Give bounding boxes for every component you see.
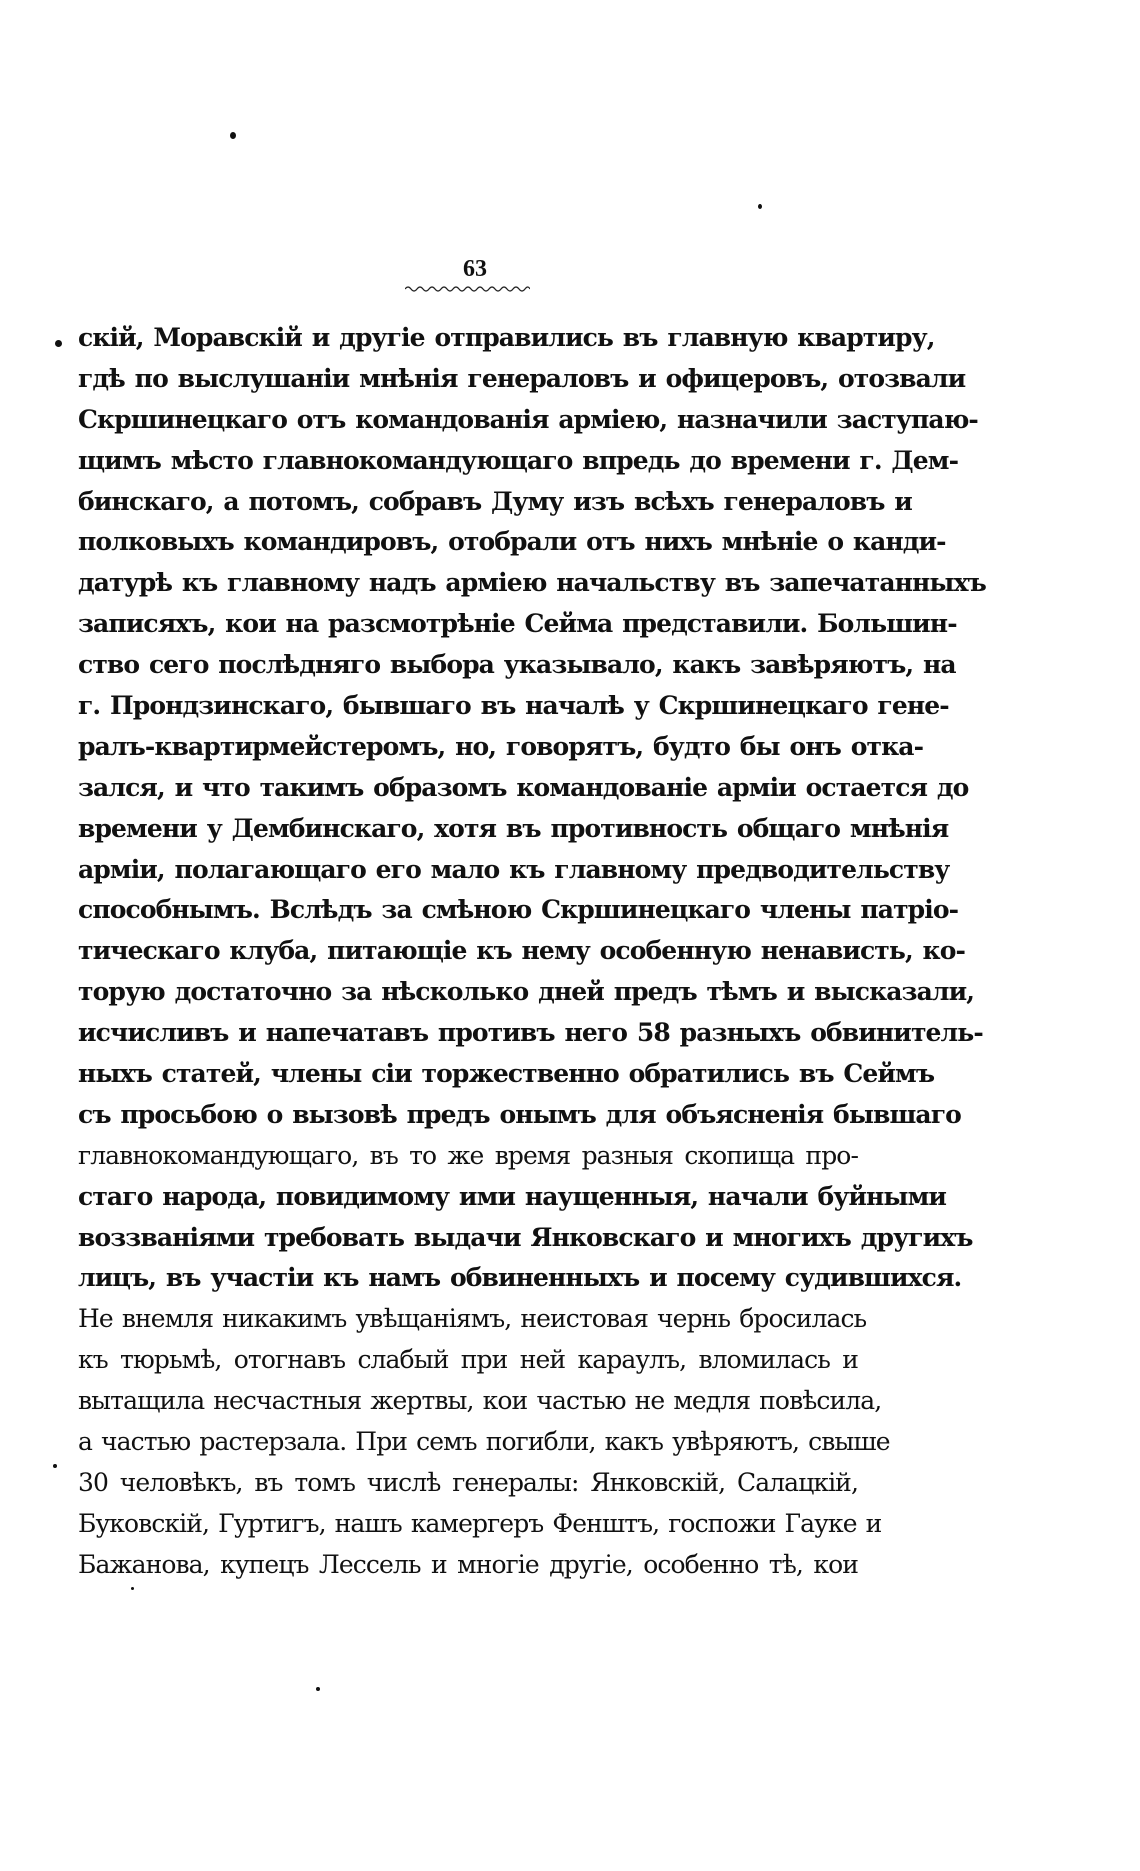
text-line: ство сего послѣдняго выбора указывало, какъ завѣряютъ, на <box>78 650 956 680</box>
scan-speck <box>230 132 236 139</box>
text-line: 30 человѣкъ, въ томъ числѣ генералы: Янковскій, Салацкій, <box>78 1467 858 1497</box>
text-line: а частью растерзала. При семъ погибли, какъ увѣряютъ, свыше <box>78 1427 890 1457</box>
text-line: лицъ, въ участіи къ намъ обвиненныхъ и посему судившихся. <box>78 1263 962 1293</box>
text-line: записяхъ, кои на разсмотрѣніе Сейма представили. Большин- <box>78 609 957 639</box>
text-line: ныхъ статей, члены сіи торжественно обратились въ Сеймъ <box>78 1059 935 1089</box>
scan-speck <box>55 340 62 347</box>
text-line: вытащила несчастныя жертвы, кои частью не медля повѣсила, <box>78 1386 882 1416</box>
text-line: главнокомандующаго, въ то же время разныя скопища про- <box>78 1140 858 1170</box>
text-line: стаго народа, повидимому ими наущенныя, начали буйными <box>78 1181 947 1211</box>
text-line: зался, и что такимъ образомъ командованіе арміи остается до <box>78 772 969 802</box>
text-line: способнымъ. Вслѣдъ за смѣною Скршинецкаго члены патріо- <box>78 895 959 925</box>
scan-speck <box>316 1687 320 1691</box>
text-line: скій, Моравскій и другіе отправились въ главную квартиру, <box>78 323 935 352</box>
text-line: щимъ мѣсто главнокомандующаго впредь до времени г. Дем- <box>78 445 959 475</box>
text-line: датурѣ къ главному надъ арміею начальству въ запечатанныхъ <box>78 568 986 598</box>
text-line: г. Прондзинскаго, бывшаго въ началѣ у Скршинецкаго гене- <box>78 691 949 721</box>
text-line: бинскаго, а потомъ, собравъ Думу изъ всѣхъ генераловъ и <box>78 486 912 516</box>
text-line: Буковскій, Гуртигъ, нашъ камергеръ Фенштъ, госпожи Гауке и <box>78 1508 882 1538</box>
text-line: ралъ-квартирмейстеромъ, но, говорятъ, будто бы онъ отка- <box>78 731 924 761</box>
text-line: времени у Дембинскаго, хотя въ противность общаго мнѣнія <box>78 813 949 843</box>
text-line: воззваніями требовать выдачи Янковскаго и многихъ другихъ <box>78 1222 973 1252</box>
scan-speck <box>131 1587 134 1590</box>
body-text <box>78 318 986 1586</box>
text-line: тическаго клуба, питающіе къ нему особенную ненависть, ко- <box>78 936 965 966</box>
text-line: исчисливъ и напечатавъ противъ него 58 разныхъ обвинитель- <box>78 1018 983 1048</box>
scan-speck <box>758 204 762 209</box>
page-number: 63 <box>463 256 487 282</box>
text-line: арміи, полагающаго его мало къ главному предводительству <box>78 854 950 884</box>
text-line: Скршинецкаго отъ командованія арміею, назначили заступаю- <box>78 404 978 434</box>
text-line: къ тюрьмѣ, отогнавъ слабый при ней караулъ, вломилась и <box>78 1345 858 1375</box>
page-number-ornament-rule <box>405 284 530 294</box>
text-line: полковыхъ командировъ, отобрали отъ нихъ мнѣніе о канди- <box>78 527 946 557</box>
text-line: Бажанова, купецъ Лессель и многіе другіе, особенно тѣ, кои <box>78 1549 858 1579</box>
scan-speck <box>53 1464 57 1468</box>
text-line: съ просьбою о вызовѣ предъ онымъ для объясненія бывшаго <box>78 1099 961 1129</box>
text-line: гдѣ по выслушаніи мнѣнія генераловъ и офицеровъ, отозвали <box>78 363 966 393</box>
text-line: торую достаточно за нѣсколько дней предъ тѣмъ и высказали, <box>78 977 975 1007</box>
text-line: Не внемля никакимъ увѣщаніямъ, неистовая чернь бросилась <box>78 1304 867 1334</box>
